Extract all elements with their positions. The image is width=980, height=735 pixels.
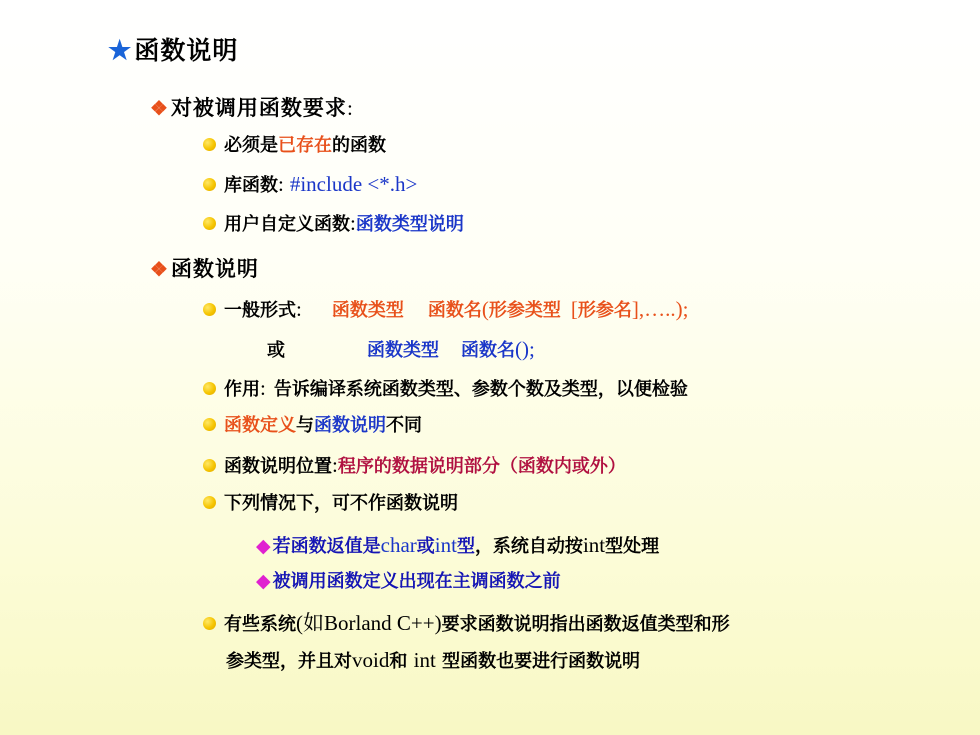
note-paren: (如 xyxy=(296,611,324,635)
form-label: 一般形式 xyxy=(224,300,296,321)
yellow-dot-icon xyxy=(203,138,216,151)
char-text: char xyxy=(380,533,417,557)
four-diamond-icon: ❖ xyxy=(150,96,169,120)
yellow-dot-icon xyxy=(203,496,216,509)
section2-heading xyxy=(150,256,259,281)
form-tail: ],…..); xyxy=(631,297,689,321)
form-paren: ( xyxy=(481,297,489,321)
item-label: 用户自定义函数 xyxy=(224,214,350,235)
usage-colon: : xyxy=(260,376,266,400)
title-text: 函数说明 xyxy=(134,36,239,65)
four-diamond-icon: ❖ xyxy=(150,257,169,281)
item-text: 的函数 xyxy=(332,135,386,156)
note-text: 有些系统 xyxy=(224,614,296,635)
list-item xyxy=(203,493,458,515)
int-text: int xyxy=(434,533,457,557)
list-item xyxy=(203,297,688,322)
note-line2 xyxy=(226,648,640,673)
cases-text: 下列情况下，可不作函数说明 xyxy=(224,493,458,514)
item-text: 必须是 xyxy=(224,135,278,156)
form-type-alt: 函数类型 xyxy=(367,340,439,361)
list-item xyxy=(203,611,730,636)
diamond-icon: ◆ xyxy=(256,570,271,592)
star-icon: ★ xyxy=(108,36,133,66)
section1-heading xyxy=(150,95,354,121)
list-item xyxy=(203,172,417,197)
type-text: 型 xyxy=(456,536,475,557)
void-text: void xyxy=(352,648,390,672)
item-value: 函数类型说明 xyxy=(355,214,464,235)
item-colon: : xyxy=(350,211,356,235)
definition-text: 函数定义 xyxy=(224,415,296,436)
list-item xyxy=(203,376,688,401)
yellow-dot-icon xyxy=(203,418,216,431)
int-text: int xyxy=(582,533,606,557)
and-text: 和 xyxy=(389,651,414,672)
differ-text: 不同 xyxy=(386,415,422,436)
form-name: 函数名 xyxy=(427,300,482,321)
yellow-dot-icon xyxy=(203,303,216,316)
case1-text: 若函数返值是 xyxy=(272,536,381,557)
section2-heading-text: 函数说明 xyxy=(170,256,259,281)
list-item xyxy=(203,135,386,157)
yellow-dot-icon xyxy=(203,217,216,230)
or-text: 或 xyxy=(267,340,285,361)
int-text: int xyxy=(413,648,436,672)
position-colon: : xyxy=(332,453,338,477)
auto-text: ，系统自动按 xyxy=(474,536,583,557)
declaration-text: 函数说明 xyxy=(314,415,386,436)
highlight-text: 已存在 xyxy=(278,135,332,156)
form-param-name: 形参名 xyxy=(577,300,632,321)
page-title xyxy=(108,36,238,67)
handle-text: 型处理 xyxy=(605,536,660,557)
section1-heading-text: 对被调用函数要求 xyxy=(170,95,347,120)
borland-text: Borland C++) xyxy=(324,611,442,635)
include-code: #include <*.h> xyxy=(289,172,418,196)
section1-colon: : xyxy=(346,96,354,120)
yellow-dot-icon xyxy=(203,459,216,472)
sub-item xyxy=(256,570,561,593)
form-colon: : xyxy=(296,297,302,321)
position-label: 函数说明位置 xyxy=(224,456,332,477)
item-label: 库函数 xyxy=(224,175,278,196)
yellow-dot-icon xyxy=(203,617,216,630)
yellow-dot-icon xyxy=(203,178,216,191)
case2-text: 被调用函数定义出现在主调函数之前 xyxy=(272,571,561,592)
form-param-type: 形参类型 xyxy=(488,300,561,321)
list-item xyxy=(203,415,422,437)
form-name-alt: 函数名 xyxy=(461,340,515,361)
position-text: 程序的数据说明部分（函数内或外） xyxy=(337,456,626,477)
usage-label: 作用 xyxy=(224,379,260,400)
form-bracket: [ xyxy=(570,297,578,321)
yellow-dot-icon xyxy=(203,382,216,395)
list-item xyxy=(203,453,626,478)
form-alt-line xyxy=(267,337,535,362)
note-text: 型函数也要进行函数说明 xyxy=(435,651,641,672)
or-text: 或 xyxy=(416,536,435,557)
sub-item xyxy=(256,533,659,558)
note-text: 要求函数说明指出函数返值类型和形 xyxy=(441,614,730,635)
item-colon: : xyxy=(278,172,284,196)
note-text: 参类型，并且对 xyxy=(226,651,352,672)
form-tail-alt: (); xyxy=(515,337,535,361)
and-text: 与 xyxy=(296,415,314,436)
diamond-icon: ◆ xyxy=(256,535,271,557)
usage-text: 告诉编译系统函数类型、参数个数及类型，以便检验 xyxy=(273,379,688,400)
form-type: 函数类型 xyxy=(331,300,404,321)
list-item xyxy=(203,211,464,236)
